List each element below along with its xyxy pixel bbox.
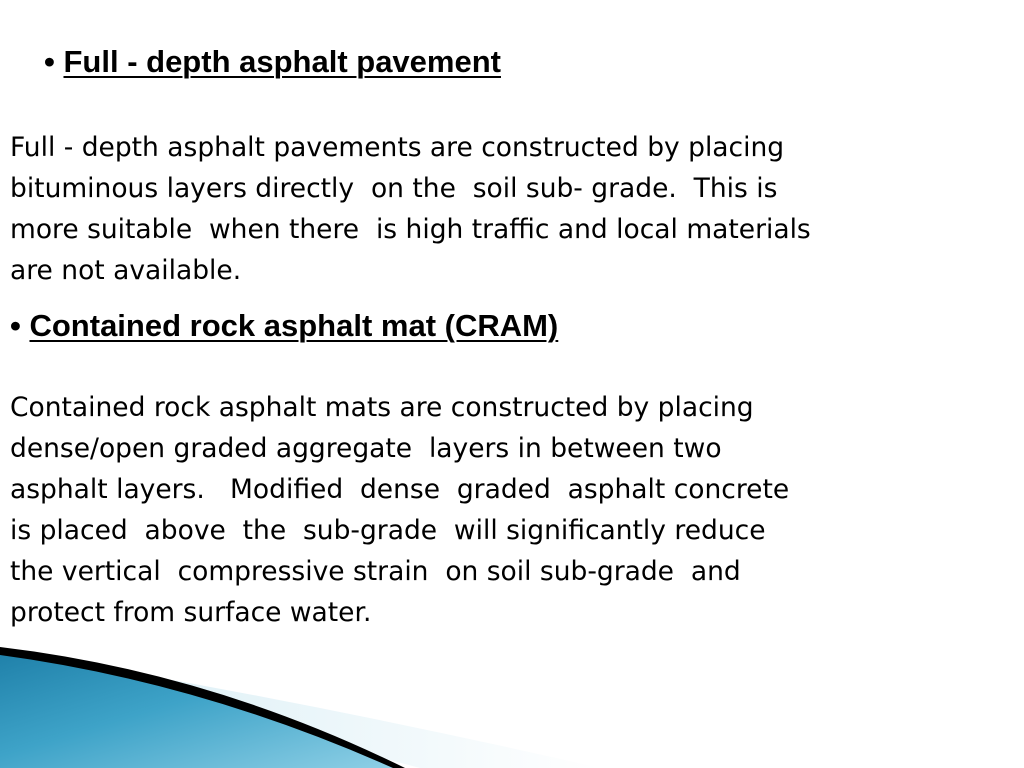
heading-label: Contained rock asphalt mat (CRAM) <box>29 308 559 343</box>
paragraph-line: is placed above the sub-grade will significantly reduce <box>10 515 766 546</box>
heading-label: Full - depth asphalt pavement <box>63 44 501 79</box>
swoosh-pale-band <box>70 662 600 768</box>
paragraph-line: are not available. <box>10 255 242 286</box>
full-depth-description <box>10 127 1015 291</box>
section-heading-full-depth <box>44 42 501 82</box>
paragraph-line: more suitable when there is high traffic and local materials <box>10 214 811 245</box>
paragraph-line: dense/open graded aggregate layers in between two <box>10 433 722 464</box>
paragraph-line: bituminous layers directly on the soil sub- grade. This is <box>10 173 778 204</box>
section-heading-cram <box>10 306 558 346</box>
paragraph-line: protect from surface water. <box>10 597 372 628</box>
bullet: • <box>44 44 55 79</box>
cram-description <box>10 387 1015 633</box>
paragraph-line: the vertical compressive strain on soil sub-grade and <box>10 556 741 587</box>
swoosh-blue-band <box>0 648 400 768</box>
swoosh-black-stripe <box>0 647 405 768</box>
paragraph-line: asphalt layers. Modified dense graded asphalt concrete <box>10 474 790 505</box>
bullet: • <box>10 308 21 343</box>
paragraph-line: Contained rock asphalt mats are constructed by placing <box>10 392 754 423</box>
paragraph-line: Full - depth asphalt pavements are constructed by placing <box>10 132 785 163</box>
